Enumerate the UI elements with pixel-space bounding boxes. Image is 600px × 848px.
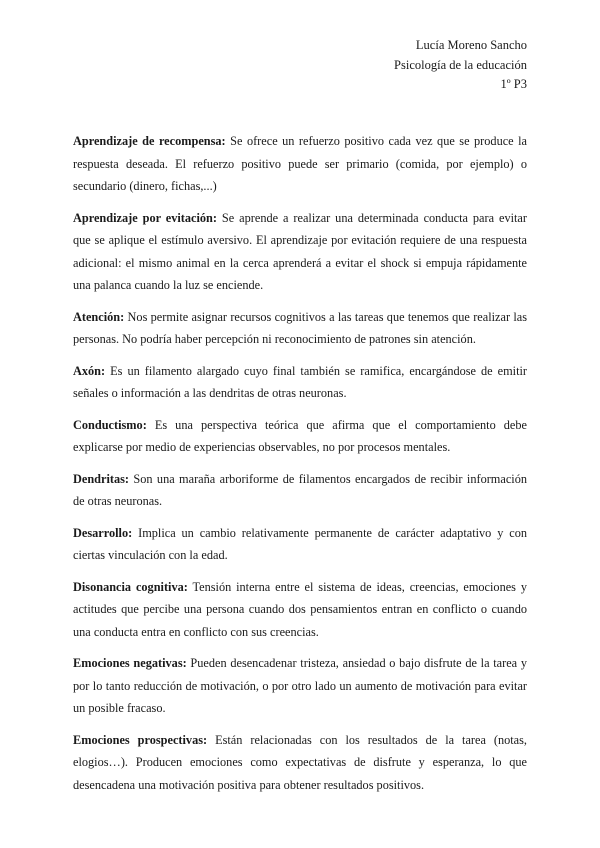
glossary-entry [73,576,527,644]
glossary-entry [73,207,527,297]
glossary-term: Desarrollo: [73,525,133,540]
group-label: 1º P3 [500,77,527,91]
glossary-entry [73,652,527,720]
glossary-definition: Nos permite asignar recursos cognitivos a las tareas que tenemos que realizar las personas. No podría haber percepción ni reconocimiento de patrones sin atención. [73,309,528,346]
author-name: Lucía Moreno Sancho [415,38,527,52]
glossary-term: Aprendizaje de recompensa: [73,134,226,148]
glossary-term: Emociones prospectivas: [73,732,208,747]
glossary-term: Emociones negativas: [73,656,187,670]
glossary-entry [73,414,527,459]
glossary-term: Conductismo: [73,417,147,432]
glossary-definition: Implica un cambio relativamente permanente de carácter adaptativo y con ciertas vinculación con la edad. [73,525,527,562]
glossary-entry [73,360,527,405]
glossary-definition: Son una maraña arboriforme de filamentos encargados de recibir información de otras neuronas. [73,471,528,508]
glossary-entry [73,729,527,797]
glossary-entry [73,306,527,351]
glossary-definition: Es un filamento alargado cuyo final también se ramifica, encargándose de emitir señales o información a las dendritas de otras neuronas. [73,363,527,400]
glossary-definition: Tensión interna entre el sistema de ideas, creencias, emociones y actitudes que percibe una persona cuando dos pensamientos entran en conflicto o cuando una conducta entra en conflicto con sus creencias. [73,579,527,639]
glossary-definition: Se aprende a realizar una determinada conducta para evitar que se aplique el estímulo aversivo. El aprendizaje por evitación requiere de una respuesta adicional: el mismo animal en la cerca aprenderá a evitar el shock si empuja rápidamente una palanca cuando la luz se enciende. [73,210,527,292]
glossary-term: Aprendizaje por evitación: [73,210,217,225]
glossary [73,130,527,805]
glossary-entry [73,522,527,567]
glossary-entry [73,130,527,198]
glossary-definition: Es una perspectiva teórica que afirma que el comportamiento debe explicarse por medio de experiencias observables, no por procesos mentales. [73,417,527,454]
glossary-definition: Pueden desencadenar tristeza, ansiedad o bajo disfrute de la tarea y por lo tanto reducción de motivación, o por otro lado un aumento de motivación para evitar un posible fracaso. [73,656,527,715]
document-header [394,36,527,95]
glossary-term: Disonancia cognitiva: [73,579,188,594]
course-name: Psicología de la educación [394,57,527,72]
glossary-definition: Están relacionadas con los resultados de la tarea (notas, elogios…). Producen emociones como expectativas de disfrute y esperanza, lo que desencadena una motivación positiva para obtener resultados positivos. [73,732,528,792]
glossary-term: Dendritas: [73,471,130,486]
glossary-term: Atención: [73,309,125,324]
glossary-definition: Se ofrece un refuerzo positivo cada vez que se produce la respuesta deseada. El refuerzo positivo puede ser primario (comida, por ejemplo) o secundario (dinero, fichas,...) [73,134,527,193]
glossary-term: Axón: [73,363,106,378]
glossary-entry [73,468,527,513]
